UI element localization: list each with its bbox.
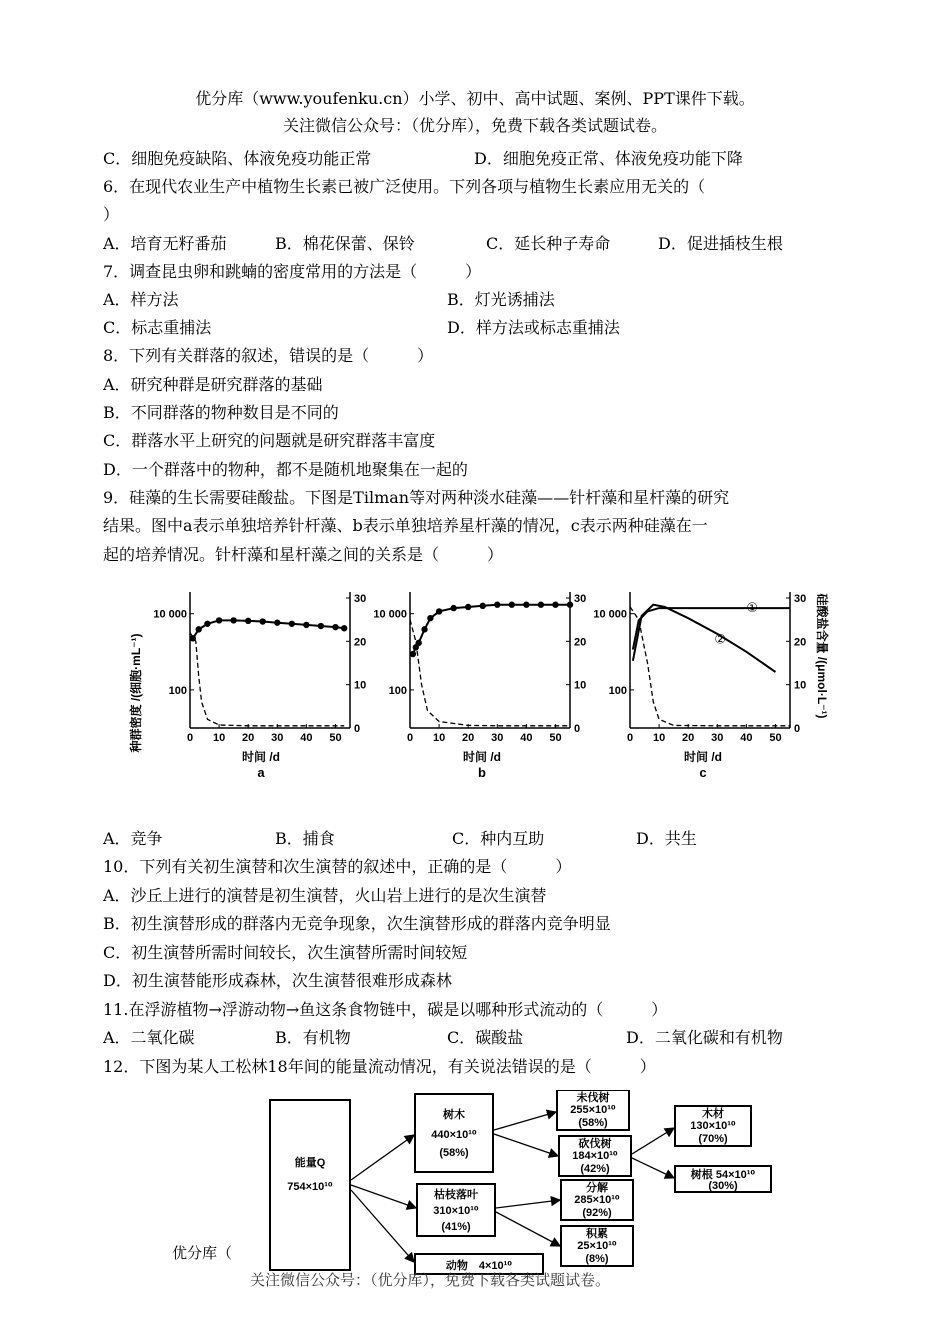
chart-c-panel-label: c [699,765,707,780]
chart-c-xtick-label: 20 [682,732,695,744]
chart-b-xtick-label: 20 [462,732,475,744]
arrow-energy-animals [351,1190,414,1262]
roots-l1: 树根 54×10¹⁰ [690,1169,756,1181]
chart-a-data-point [216,617,222,623]
chart-a-xtick-label: 10 [212,732,226,744]
arrow-energy-trees [351,1135,414,1180]
chart-a-ytick-label: 100 [168,684,187,697]
litter-l2: 310×10¹⁰ [433,1205,479,1217]
chart-a-y2tick-label: 30 [354,593,367,605]
q8-option-b: B．不同群落的物种数目是不同的 [103,403,339,422]
chart-b-xtick-label: 30 [491,732,504,744]
q11-option-b: B．有机物 [275,1028,351,1047]
arrow-cut-timber [632,1128,674,1154]
q8-option-a: A．研究种群是研究群落的基础 [103,375,323,394]
q7-option-b: B．灯光诱捕法 [447,290,555,309]
arrow-trees-cut [494,1134,558,1156]
q6-stem-1: 6．在现代农业生产中植物生长素已被广泛使用。下列各项与植物生长素应用无关的（ [103,177,706,196]
q8-option-c: C．群落水平上研究的问题就是研究群落丰富度 [103,431,436,450]
q5-option-c: C．细胞免疫缺陷、体液免疫功能正常 [103,149,372,168]
q12-stem: 12．下图为某人工松林18年间的能量流动情况，有关说法错误的是（ ） [103,1057,656,1076]
chart-a-xtick-label: 0 [186,732,194,744]
chart-b-y2tick-label: 10 [574,679,587,692]
q9-stem-3: 起的培养情况。针杆藻和星杆藻之间的关系是（ ） [103,545,504,564]
chart-c-ytick-label: 10 000 [593,608,627,621]
chart-a-data-point [332,624,338,630]
chart-a-y2tick-label: 0 [354,723,361,735]
energy-l1: 能量Q [294,1157,326,1169]
q9-option-d: D．共生 [636,829,697,848]
q6-option-c: C．延长种子寿命 [486,234,611,253]
q9-option-a: A．竞争 [103,829,163,848]
cut-l1: 砍伐树 [578,1138,612,1150]
timber-l3: (70%) [698,1133,728,1145]
chart-c-y2tick-label: 10 [794,679,807,692]
q6-option-b: B．棉花保蕾、保铃 [275,234,415,253]
chart-b-y2tick-label: 20 [574,636,587,649]
chart-a-data-point [341,625,347,631]
chart-b-data-point [523,602,529,608]
chart-a-ytick-label: 10 000 [153,608,187,621]
chart-c-curve-label-2: ② [714,631,727,647]
header-line-2: 关注微信公众号：（优分库），免费下载各类试题试卷。 [282,116,667,135]
chart-c-xtick-label: 50 [769,732,782,744]
q10-option-a: A．沙丘上进行的演替是初生演替，火山岩上进行的是次生演替 [103,886,547,905]
chart-c-xlabel: 时间 /d [684,750,722,764]
chart-b-xtick-label: 40 [520,732,533,744]
litter-l1: 枯枝落叶 [434,1189,478,1201]
chart-b-ytick-label: 10 000 [373,608,407,621]
chart-b-data-point [567,602,573,608]
arrow-litter-decomp [496,1200,560,1208]
q8-stem: 8．下列有关群落的叙述，错误的是（ ） [103,346,434,365]
q7-option-c: C．标志重捕法 [103,318,212,337]
silicate-diatom-charts [120,578,840,788]
cut-l2: 184×10¹⁰ [572,1150,618,1162]
arrow-litter-accum [496,1212,560,1246]
chart-a-data-point [196,626,202,632]
chart-b-y2tick-label: 30 [574,593,587,605]
chart-b-data-point [450,605,456,611]
chart-b-xlabel: 时间 /d [463,750,501,764]
header-line-1: 优分库（www.youfenku.cn）小学、初中、高中试题、案例、PPT课件下载。 [195,89,755,108]
timber-l1: 木材 [702,1108,724,1120]
chart-a-ylabel: 种群密度 /(细胞·mL⁻¹) [129,633,143,753]
chart-b-data-point [410,651,416,657]
chart-a-data-point [260,618,266,624]
chart-a-xtick-label: 30 [271,732,284,744]
arrow-trees-uncut [494,1112,556,1130]
chart-a-data-point [318,623,324,629]
chart-c-series-curve [633,608,790,650]
arrow-cut-roots [632,1158,674,1178]
energy-flow-diagram [265,1090,785,1280]
chart-b-data-point [552,602,558,608]
chart-c-y2label: 硅酸盐含量 /(μmol·L⁻¹) [815,593,829,719]
accum-l2: 25×10¹⁰ [577,1240,617,1252]
chart-b-data-point [436,608,442,614]
animals-l1: 动物 4×10¹⁰ [445,1260,513,1272]
chart-a-xlabel: 时间 /d [242,750,280,764]
chart-c-curve-label-1: ① [746,600,759,616]
q9-stem-2: 结果。图中a表示单独培养针杆藻、b表示单独培养星杆藻的情况，c表示两种硅藻在一 [103,516,708,535]
q6-option-d: D．促进插枝生根 [658,234,783,253]
chart-a-data-point [289,621,295,627]
chart-a-data-point [245,618,251,624]
chart-a-y2tick-label: 20 [354,636,367,649]
chart-b-data-point [465,604,471,610]
q6-stem-2: ） [103,205,120,224]
q7-option-a: A．样方法 [103,290,179,309]
chart-a-y2tick-label: 10 [354,679,367,692]
uncut-l3: (58%) [578,1117,608,1129]
chart-a-data-point [230,617,236,623]
chart-a-data-point [204,621,210,627]
decomp-l1: 分解 [586,1182,608,1194]
q10-option-d: D．初生演替能形成森林，次生演替很难形成森林 [103,971,452,990]
chart-a-series-silicate [190,633,344,726]
chart-c-y2tick-label: 30 [794,593,807,605]
trees-l1: 树木 [443,1109,465,1121]
chart-c-xtick-label: 30 [711,732,724,744]
accum-l3: (8%) [585,1253,609,1265]
q7-stem: 7．调查昆虫卵和跳蝻的密度常用的方法是（ ） [103,262,482,281]
q5-option-d: D．细胞免疫正常、体液免疫功能下降 [474,149,743,168]
chart-c-ytick-label: 100 [608,684,627,697]
timber-l2: 130×10¹⁰ [690,1120,736,1132]
trees-l3: (58%) [439,1147,469,1159]
chart-c-y2tick-label: 20 [794,636,807,649]
litter-l3: (41%) [441,1221,471,1233]
decomp-l3: (92%) [582,1207,612,1219]
footer-line-1: 优分库（ [172,1244,233,1262]
chart-a-data-point [274,619,280,625]
cut-l3: (42%) [580,1163,610,1175]
arrow-energy-litter [351,1185,416,1208]
chart-b-data-point [427,615,433,621]
q11-stem: 11.在浮游植物→浮游动物→鱼这条食物链中，碳是以哪种形式流动的（ ） [103,1000,668,1019]
chart-b-data-point [480,603,486,609]
q10-stem: 10．下列有关初生演替和次生演替的叙述中，正确的是（ ） [103,857,572,876]
q10-option-c: C．初生演替所需时间较长，次生演替所需时间较短 [103,943,468,962]
chart-a-xtick-label: 20 [242,732,255,744]
q9-option-c: C．种内互助 [452,829,545,848]
q11-option-c: C．碳酸盐 [447,1028,524,1047]
chart-c-xtick-label: 0 [626,732,634,744]
q9-option-b: B．捕食 [275,829,335,848]
energy-l2: 754×10¹⁰ [287,1181,333,1193]
footer-line-2: 关注微信公众号：（优分库），免费下载各类试题试卷。 [250,1271,611,1289]
chart-b-data-point [509,602,515,608]
chart-a-data-point [303,622,309,628]
chart-b-xtick-label: 50 [549,732,562,744]
chart-b-panel-label: b [478,765,486,780]
chart-b-series-silicate [410,620,570,726]
chart-b-data-point [538,602,544,608]
decomp-l2: 285×10¹⁰ [574,1194,620,1206]
uncut-l1: 未伐树 [576,1092,610,1104]
q7-option-d: D．样方法或标志重捕法 [447,318,620,337]
trees-l2: 440×10¹⁰ [431,1129,477,1141]
q9-stem-1: 9．硅藻的生长需要硅酸盐。下图是Tilman等对两种淡水硅藻——针杆藻和星杆藻的研究 [103,488,730,507]
chart-a-xtick-label: 50 [329,732,342,744]
chart-a-panel-label: a [257,765,265,780]
chart-c-xtick-label: 40 [740,732,753,744]
chart-b-data-point [494,602,500,608]
chart-b-ytick-label: 100 [388,684,407,697]
chart-b-xtick-label: 0 [406,732,414,744]
q6-option-a: A．培育无籽番茄 [103,234,227,253]
uncut-l2: 255×10¹⁰ [570,1104,616,1116]
q11-option-a: A．二氧化碳 [103,1028,195,1047]
q11-option-d: D．二氧化碳和有机物 [626,1028,783,1047]
chart-b-y2tick-label: 0 [574,723,581,735]
chart-a-xtick-label: 40 [300,732,313,744]
chart-b-xtick-label: 10 [432,732,446,744]
q8-option-d: D．一个群落中的物种，都不是随机地聚集在一起的 [103,460,468,479]
chart-c-y2tick-label: 0 [794,723,801,735]
q10-option-b: B．初生演替形成的群落内无竞争现象，次生演替形成的群落内竞争明显 [103,914,611,933]
chart-b-data-point [421,626,427,632]
chart-c-xtick-label: 10 [652,732,666,744]
roots-l2: (30%) [708,1180,738,1192]
accum-l1: 积累 [586,1228,608,1240]
